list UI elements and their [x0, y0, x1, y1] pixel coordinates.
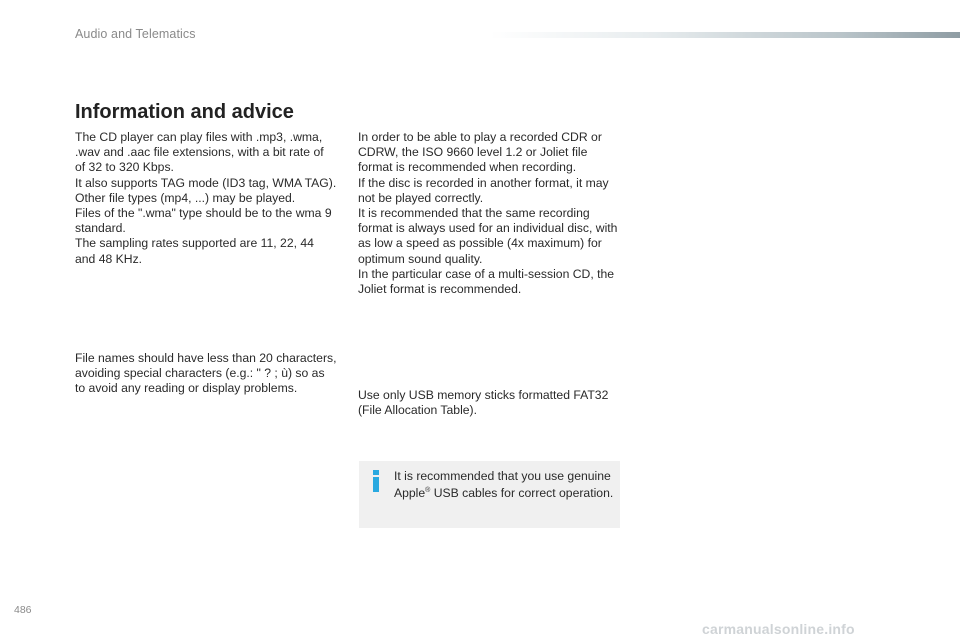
- header-rule: [490, 32, 960, 38]
- text-line: Files of the ".wma" type should be to the wma 9 standard.: [75, 206, 332, 236]
- file-names-paragraph: File names should have less than 20 characters, avoiding special characters (e.g.: " ? ; ù) so as to avoid any reading or display problems.: [75, 351, 337, 396]
- recording-format-paragraph: [358, 130, 623, 297]
- usb-format-paragraph: Use only USB memory sticks formatted FAT32 (File Allocation Table).: [358, 388, 609, 418]
- registered-mark: ®: [425, 486, 431, 494]
- text-line: It is recommended that the same recording format is always used for an individual disc, with as low a speed as possible (4x maximum) for optimum sound quality.: [358, 206, 618, 266]
- text-line: Other file types (mp4, ...) may be played.: [75, 190, 296, 205]
- info-icon: [370, 470, 382, 492]
- text-line: It also supports TAG mode (ID3 tag, WMA TAG).: [75, 175, 337, 190]
- text-line: The CD player can play files with .mp3, .wma, .wav and .aac file extensions, with a bit rate of of 32 to 320 Kbps.: [75, 130, 324, 175]
- note-text-end: USB cables for correct operation.: [430, 485, 614, 500]
- cd-formats-paragraph: [75, 130, 337, 267]
- page-number: 486: [14, 604, 32, 616]
- text-line: In the particular case of a multi-session CD, the Joliet format is recommended.: [358, 266, 615, 297]
- text-line: If the disc is recorded in another format, it may not be played correctly.: [358, 175, 609, 205]
- text-line: The sampling rates supported are 11, 22, 44 and 48 KHz.: [75, 236, 314, 266]
- apple-cable-note: [394, 468, 616, 501]
- section-header: Audio and Telematics: [75, 27, 196, 41]
- watermark: carmanualsonline.info: [702, 621, 855, 637]
- page-title: Information and advice: [75, 101, 294, 123]
- text-line: In order to be able to play a recorded CDR or CDRW, the ISO 9660 level 1.2 or Joliet file format is recommended when recording.: [358, 130, 602, 175]
- note-text: It is recommended that you use genuine Apple: [394, 469, 611, 500]
